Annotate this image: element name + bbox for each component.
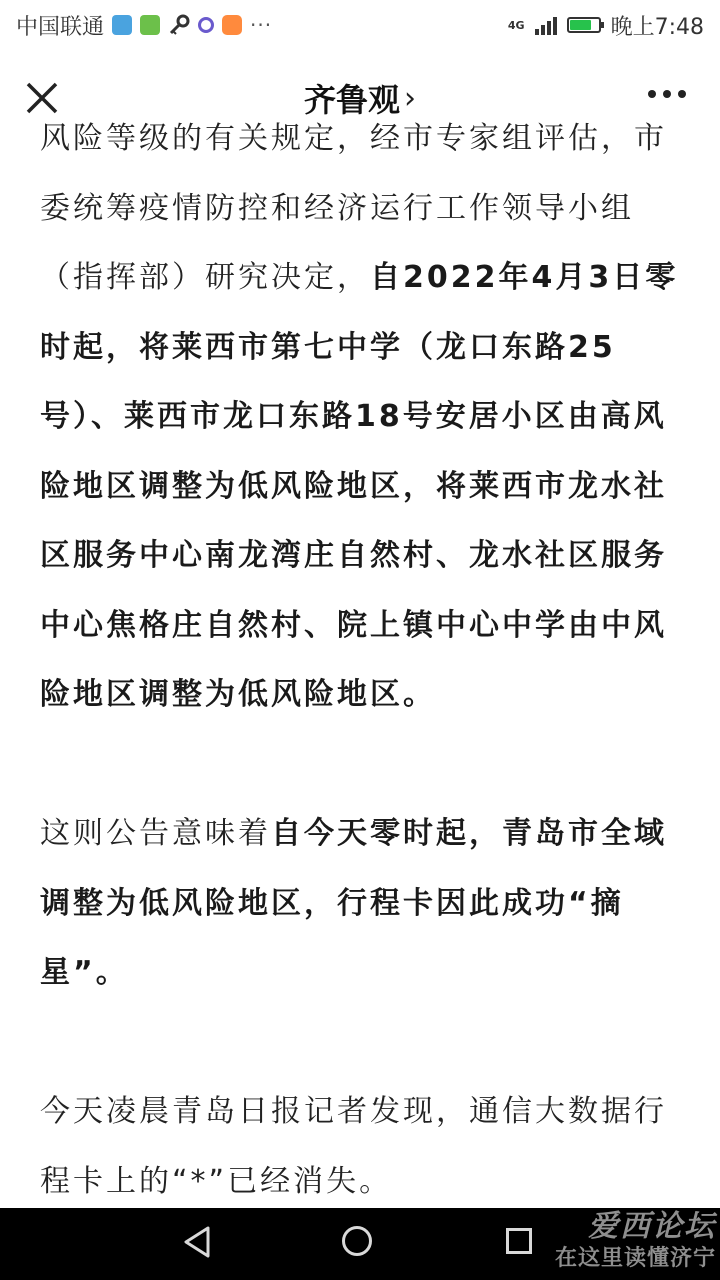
signal-strength-icon [535,15,557,35]
home-circle-icon[interactable] [342,1226,372,1256]
chevron-right-icon[interactable]: › [404,80,416,116]
watermark-logo-text: 爱西论坛 [588,1209,716,1244]
paragraph-1 [40,104,680,730]
status-left [16,0,272,50]
paragraph-2 [40,799,680,1008]
more-options-icon[interactable] [648,90,686,98]
network-type-label: 4G [507,18,525,32]
circle-app-icon [198,17,214,33]
article-body [0,121,720,1208]
battery-icon [567,17,601,33]
wifi-calling-icon [112,15,132,35]
account-title[interactable]: 齐鲁观 [303,81,400,119]
clock: 晚上7:48 [610,14,704,40]
carrier-name: 中国联通 [16,14,105,40]
battery-level [570,20,591,30]
article-scroll [40,104,680,1216]
paragraph-1-bold: 自2022年4月3日零时起，将莱西市第七中学（龙口东路25号）、莱西市龙口东路18号安居小区由高风险地区调整为低风险地区，将莱西市龙水社区服务中心南龙湾庄自然村、龙水社区服务中心焦格庄自然村、院上镇中心中学由中风险地区调整为低风险地区。 [40,260,679,712]
paragraph-3-text: 今天凌晨青岛日报记者发现，通信大数据行程卡上的“*”已经消失。 [40,1094,667,1199]
status-bar [0,0,720,50]
paragraph-1-partial-line: 风险等级的有关规定，经市专家组评估，市委 [40,121,667,226]
more-dots-icon: ··· [250,13,273,37]
back-triangle-icon[interactable] [180,1224,214,1264]
spacer [40,730,680,800]
paragraph-2-text: 这则公告意味着 [40,816,271,851]
system-navigation-bar [0,1208,720,1280]
paragraph-3 [40,1077,680,1216]
forum-watermark [516,1210,716,1274]
status-right [508,0,704,50]
key-icon [168,14,190,36]
paragraph-2-bold: 自今天零时起，青岛市全域调整为低风险地区，行程卡因此成功“摘星”。 [40,816,667,990]
paragraph-1-text: 统筹疫情防控和经济运行工作领导小组（指挥部）研究决定， [40,190,634,295]
app-notification-icon [140,15,160,35]
uc-browser-icon [222,15,242,35]
spacer [40,1008,680,1078]
watermark-slogan: 在这里读懂济宁 [554,1246,716,1271]
